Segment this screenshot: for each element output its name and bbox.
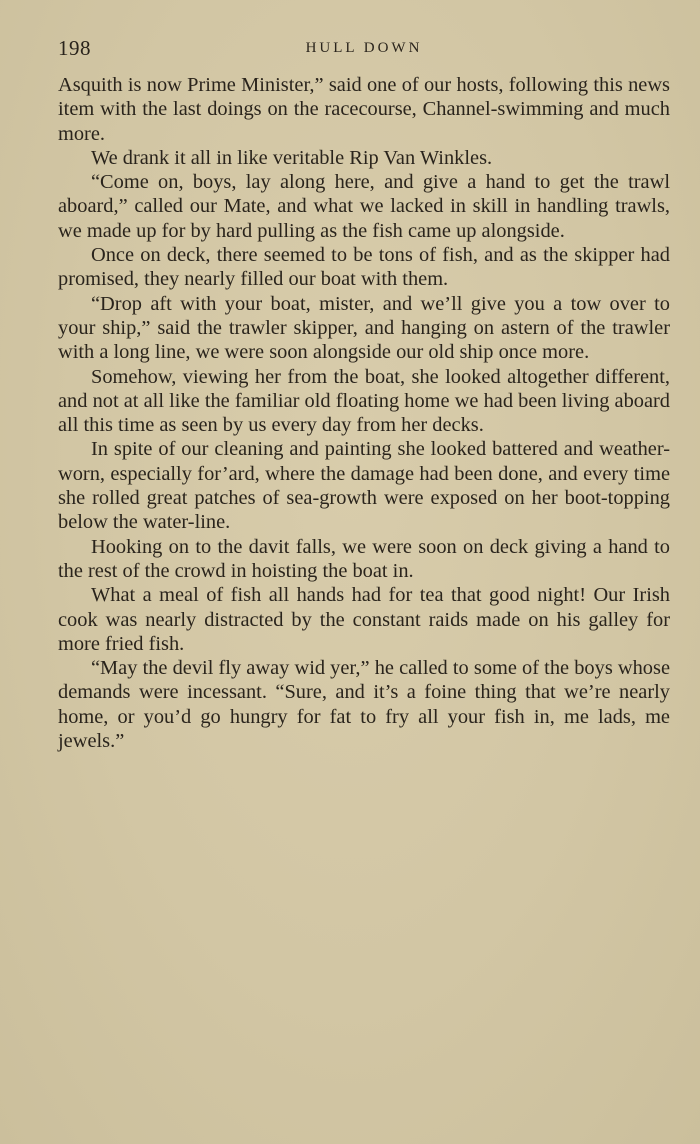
paragraph-continued: Asquith is now Prime Minister,” said one of our hosts, following this news item with the last doings on the racecourse, Channel-swimming and much more. bbox=[58, 74, 670, 145]
paragraph: We drank it all in like veritable Rip Van Winkles. bbox=[91, 146, 493, 169]
paragraph: “Drop aft with your boat, mister, and we’ll give you a tow over to your ship,” said the trawler skipper, and hanging on astern of the trawler with a long line, we were soon alongside our old ship once more. bbox=[58, 292, 670, 364]
paragraph: Once on deck, there seemed to be tons of fish, and as the skipper had promised, they nearly filled our boat with them. bbox=[58, 244, 670, 291]
paragraph: In spite of our cleaning and painting she looked battered and weather-worn, especially for’ard, where the damage had been done, and every time she rolled great patches of sea-growth were exposed on her boot-topping below the water-line. bbox=[58, 438, 670, 534]
paragraph: Hooking on to the davit falls, we were soon on deck giving a hand to the rest of the crowd in hoisting the boat in. bbox=[58, 535, 670, 582]
page-number: 198 bbox=[58, 36, 91, 60]
paragraph: Somehow, viewing her from the boat, she looked altogether different, and not at all like the familiar old floating home we had been living aboard all this time as seen by us every day from her decks. bbox=[58, 365, 670, 437]
running-head bbox=[58, 36, 670, 62]
paragraph: “May the devil fly away wid yer,” he called to some of the boys whose demands were incessant. “Sure, and it’s a foine thing that we’re nearly home, or you’d go hungry for fat to fry all your fish in, me lads, me jewels.” bbox=[58, 657, 670, 753]
running-title: HULL DOWN bbox=[305, 40, 423, 56]
paragraph: “Come on, boys, lay along here, and give a hand to get the trawl aboard,” called our Mate, and what we lacked in skill in handling trawls, we made up for by hard pulling as the fish came up alongside. bbox=[58, 171, 670, 242]
body-text bbox=[58, 73, 670, 753]
paragraph: What a meal of fish all hands had for tea that good night! Our Irish cook was nearly distracted by the constant raids made on his galley for more fried fish. bbox=[58, 584, 670, 655]
